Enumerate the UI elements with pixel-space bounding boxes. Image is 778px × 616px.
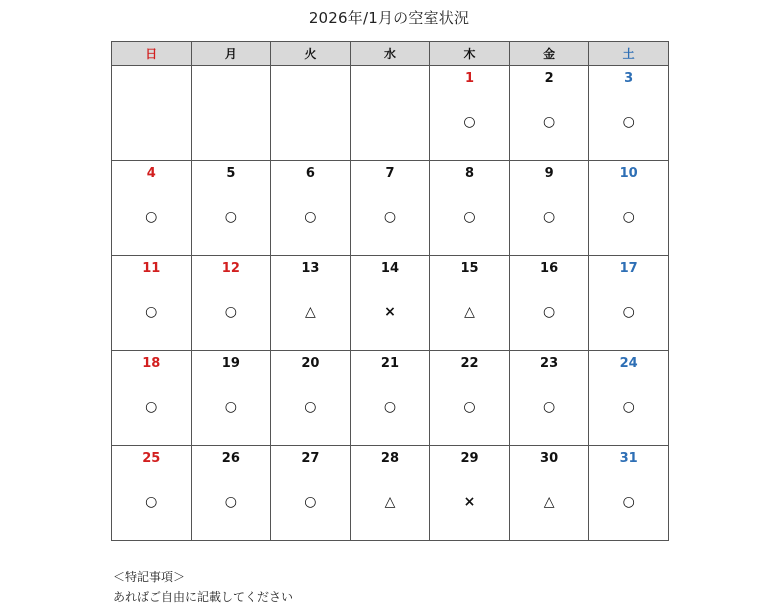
day-number: 23: [540, 356, 559, 371]
calendar-day-cell[interactable]: [589, 161, 669, 256]
availability-mark: △: [384, 494, 396, 510]
calendar-day-cell[interactable]: [589, 446, 669, 541]
calendar-day-cell[interactable]: [350, 256, 430, 351]
day-number: 13: [301, 261, 320, 276]
calendar-day-cell[interactable]: [271, 161, 351, 256]
availability-mark: ○: [304, 209, 317, 225]
availability-mark: ○: [224, 209, 237, 225]
calendar-day-cell[interactable]: [509, 256, 589, 351]
weekday-header-row: [112, 42, 669, 66]
weekday-header-tue: 火: [271, 42, 351, 66]
calendar-day-cell[interactable]: [271, 446, 351, 541]
availability-mark: ○: [622, 114, 635, 130]
day-number: 3: [624, 71, 634, 86]
calendar-day-cell: [112, 66, 192, 161]
day-number: 25: [142, 451, 161, 466]
availability-mark: [112, 113, 191, 131]
day-number: 11: [142, 261, 161, 276]
availability-mark: [351, 113, 430, 131]
calendar-day-cell[interactable]: [191, 351, 271, 446]
availability-mark: ○: [463, 209, 476, 225]
availability-calendar: [111, 41, 669, 541]
calendar-day-cell[interactable]: [112, 351, 192, 446]
notes-section: [113, 567, 293, 607]
day-number: 29: [460, 451, 479, 466]
day-number: 19: [221, 356, 240, 371]
calendar-day-cell[interactable]: [589, 256, 669, 351]
notes-body: あればご自由に記載してください: [113, 590, 294, 604]
availability-mark: [192, 113, 271, 131]
day-number: 15: [460, 261, 479, 276]
day-number: 6: [305, 166, 315, 181]
availability-mark: ○: [542, 399, 556, 415]
day-number: 12: [221, 261, 240, 276]
day-number: 17: [619, 261, 638, 276]
weekday-header-mon: 月: [191, 42, 271, 66]
availability-mark: ○: [224, 399, 237, 415]
calendar-day-cell: [271, 66, 351, 161]
availability-mark: ×: [463, 494, 476, 510]
calendar-day-cell[interactable]: [271, 256, 351, 351]
day-number: 28: [380, 451, 400, 466]
calendar-day-cell[interactable]: [509, 446, 589, 541]
availability-mark: ○: [304, 494, 317, 510]
day-number: 10: [619, 166, 638, 181]
availability-mark: ○: [145, 209, 158, 225]
calendar-day-cell[interactable]: [191, 161, 271, 256]
calendar-day-cell: [191, 66, 271, 161]
calendar-week-row: [112, 351, 669, 446]
calendar-week-row: [112, 161, 669, 256]
weekday-header-sat: 土: [589, 42, 669, 66]
calendar-day-cell[interactable]: [350, 446, 430, 541]
availability-mark: △: [464, 304, 475, 320]
availability-mark: ○: [463, 399, 476, 415]
day-number: [112, 71, 191, 87]
day-number: 27: [301, 451, 320, 466]
day-number: 31: [619, 451, 638, 466]
availability-mark: △: [305, 304, 316, 320]
availability-mark: ○: [383, 209, 397, 225]
calendar-day-cell[interactable]: [112, 446, 192, 541]
availability-mark: ○: [542, 304, 556, 320]
availability-mark: ○: [542, 209, 556, 225]
day-number: 21: [380, 356, 400, 371]
day-number: 18: [142, 356, 161, 371]
availability-mark: ○: [622, 494, 635, 510]
calendar-day-cell: [350, 66, 430, 161]
day-number: [271, 71, 350, 87]
day-number: 1: [465, 71, 475, 86]
day-number: 14: [380, 261, 400, 276]
day-number: 5: [226, 166, 236, 181]
day-number: [351, 71, 430, 87]
availability-mark: △: [543, 494, 555, 510]
availability-mark: ○: [304, 399, 317, 415]
calendar-day-cell[interactable]: [430, 446, 510, 541]
page-title: 2026年/1月の空室状況: [308, 9, 470, 27]
day-number: 8: [465, 166, 475, 181]
day-number: 22: [460, 356, 479, 371]
day-number: [192, 71, 271, 87]
day-number: 20: [301, 356, 320, 371]
day-number: 2: [544, 71, 554, 86]
availability-mark: ○: [383, 399, 397, 415]
availability-mark: [271, 113, 350, 131]
calendar-day-cell[interactable]: [112, 256, 192, 351]
calendar-day-cell[interactable]: [191, 446, 271, 541]
day-number: 9: [544, 166, 554, 181]
weekday-header-wed: 水: [350, 42, 430, 66]
availability-mark: ○: [224, 304, 237, 320]
availability-mark: ○: [463, 114, 476, 130]
calendar-day-cell[interactable]: [589, 351, 669, 446]
availability-mark: ○: [622, 399, 635, 415]
calendar-day-cell[interactable]: [430, 256, 510, 351]
day-number: 26: [221, 451, 240, 466]
calendar-day-cell[interactable]: [271, 351, 351, 446]
calendar-day-cell[interactable]: [509, 161, 589, 256]
availability-mark: ○: [145, 494, 158, 510]
calendar-day-cell[interactable]: [112, 161, 192, 256]
availability-mark: ○: [622, 304, 635, 320]
day-number: 16: [540, 261, 559, 276]
calendar-day-cell[interactable]: [509, 66, 589, 161]
calendar-week-row: [112, 256, 669, 351]
day-number: 30: [540, 451, 559, 466]
calendar-day-cell[interactable]: [589, 66, 669, 161]
availability-mark: ○: [542, 114, 556, 130]
calendar-day-cell[interactable]: [350, 351, 430, 446]
calendar-day-cell[interactable]: [191, 256, 271, 351]
notes-heading: ＜特記事項＞: [113, 570, 186, 584]
day-number: 24: [619, 356, 638, 371]
availability-mark: ○: [622, 209, 635, 225]
availability-mark: ○: [145, 399, 158, 415]
availability-mark: ×: [384, 304, 396, 320]
day-number: 4: [146, 166, 156, 181]
availability-mark: ○: [224, 494, 237, 510]
calendar-day-cell[interactable]: [430, 161, 510, 256]
calendar-day-cell[interactable]: [509, 351, 589, 446]
calendar-week-row: [112, 446, 669, 541]
availability-mark: ○: [145, 304, 158, 320]
calendar-day-cell[interactable]: [430, 351, 510, 446]
calendar-week-row: [112, 66, 669, 161]
calendar-day-cell[interactable]: [350, 161, 430, 256]
weekday-header-thu: 木: [430, 42, 510, 66]
weekday-header-sun: 日: [112, 42, 192, 66]
calendar-day-cell[interactable]: [430, 66, 510, 161]
weekday-header-fri: 金: [509, 42, 589, 66]
day-number: 7: [385, 166, 395, 181]
